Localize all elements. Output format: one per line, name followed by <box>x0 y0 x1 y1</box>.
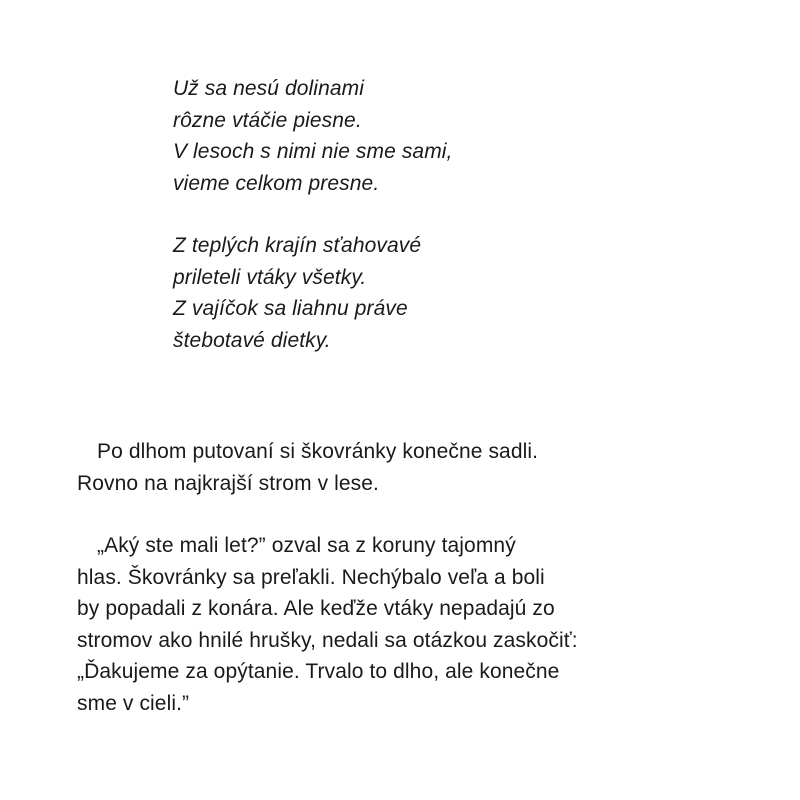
poem-line: Už sa nesú dolinami <box>173 77 364 100</box>
poem-line: vieme celkom presne. <box>173 171 380 195</box>
story-line: hlas. Škovránky sa preľakli. Nechýbalo veľa a boli <box>77 565 545 589</box>
poem-line: rôzne vtáčie piesne. <box>173 108 362 132</box>
poem-line: prileteli vtáky všetky. <box>173 265 367 289</box>
story-line: Po dlhom putovaní si škovránky konečne sadli. <box>97 440 539 463</box>
poem-line: V lesoch s nimi nie sme sami, <box>173 140 453 163</box>
poem-line: Z teplých krajín sťahovavé <box>173 234 422 257</box>
poem-stanza-1 <box>173 73 453 199</box>
poem-line: Z vajíčok sa liahnu práve <box>173 297 408 320</box>
story-line: stromov ako hnilé hrušky, nedali sa otázkou zaskočiť: <box>77 628 578 652</box>
story-text <box>77 436 578 719</box>
story-paragraph-2 <box>77 530 578 719</box>
story-line: sme v cieli.” <box>77 691 190 715</box>
poem-stanza-2 <box>173 230 453 356</box>
poem-line: štebotavé dietky. <box>173 328 331 352</box>
story-line: by popadali z konára. Ale keďže vtáky nepadajú zo <box>77 597 555 620</box>
story-line: „Aký ste mali let?” ozval sa z koruny tajomný <box>97 534 516 557</box>
story-line: „Ďakujeme za opýtanie. Trvalo to dlho, ale konečne <box>77 660 560 683</box>
story-line: Rovno na najkrajší strom v lese. <box>77 471 379 495</box>
poem <box>173 73 453 356</box>
story-paragraph-1 <box>77 436 578 499</box>
